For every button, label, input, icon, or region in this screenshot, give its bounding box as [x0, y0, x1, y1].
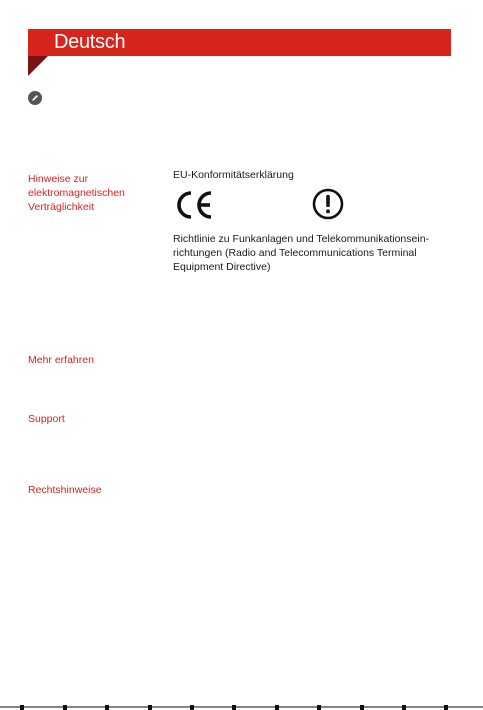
page-edge-marks	[0, 704, 483, 710]
pencil-icon	[28, 91, 42, 105]
section-label-support: Support	[28, 413, 65, 425]
ce-mark-icon	[173, 188, 215, 222]
header-fold	[28, 56, 48, 76]
section-label-legal: Rechtshinweise	[28, 484, 102, 496]
alert-circle-icon	[312, 188, 344, 220]
emc-heading: EU-Konformitätserklärung	[173, 169, 294, 181]
section-label-emc: Hinweise zur elektromagnetischen Verträglichkeit	[28, 173, 125, 213]
emc-directive-text: Richtlinie zu Funkanlagen und Telekommunikationsein-richtungen (Radio and Telecommunications Terminal Equipment Directive)	[173, 233, 430, 273]
page-title: Deutsch	[54, 31, 126, 53]
section-label-more: Mehr erfahren	[28, 354, 94, 366]
